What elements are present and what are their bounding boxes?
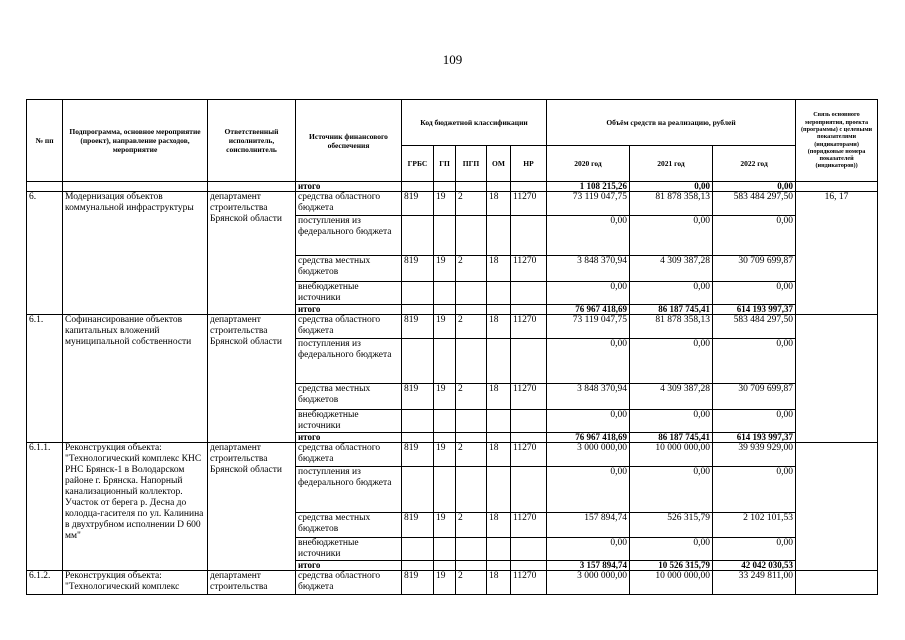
row-number: 6.1. — [27, 315, 63, 443]
total-2022: 614 193 997,37 — [713, 433, 796, 443]
row-2022: 2 102 101,53 — [713, 513, 796, 538]
row-2022: 0,00 — [713, 538, 796, 561]
row-2021: 0,00 — [630, 467, 713, 513]
row-grbs: 819 — [402, 513, 434, 538]
row-source: внебюджетные источники — [296, 538, 402, 561]
header-code-group: Код бюджетной классификации — [402, 100, 547, 146]
row-2021: 0,00 — [630, 410, 713, 433]
row-2021: 81 878 358,13 — [630, 315, 713, 339]
row-om: 18 — [487, 192, 511, 216]
row-pgp: 2 — [456, 443, 487, 467]
total-2022: 42 042 030,53 — [713, 561, 796, 571]
header-volume-group: Объём средств на реализацию, рублей — [547, 100, 796, 146]
row-pgp: 2 — [456, 315, 487, 339]
row-number: 6.1.2. — [27, 571, 63, 595]
row-source: средства областного бюджета — [296, 571, 402, 595]
row-source: средства областного бюджета — [296, 192, 402, 216]
row-2022: 0,00 — [713, 282, 796, 305]
row-2020: 0,00 — [547, 282, 630, 305]
row-grbs: 819 — [402, 256, 434, 282]
header-pgp: ПГП — [456, 146, 487, 182]
total-label: итого — [296, 561, 402, 571]
row-om: 18 — [487, 315, 511, 339]
table-row — [27, 571, 878, 595]
row-pgp: 2 — [456, 256, 487, 282]
row-grbs: 819 — [402, 571, 434, 595]
row-gp: 19 — [434, 443, 456, 467]
row-nr: 11270 — [511, 315, 547, 339]
header-2022: 2022 год — [713, 146, 796, 182]
page-number: 109 — [442, 52, 463, 67]
budget-table — [26, 99, 878, 595]
row-pgp: 2 — [456, 384, 487, 410]
row-2022: 30 709 699,87 — [713, 384, 796, 410]
row-indicator: 16, 17 — [796, 192, 878, 315]
total-2021: 10 526 315,79 — [630, 561, 713, 571]
row-2021: 4 309 387,28 — [630, 384, 713, 410]
row-2022: 0,00 — [713, 216, 796, 256]
row-om: 18 — [487, 256, 511, 282]
row-2021: 0,00 — [630, 282, 713, 305]
row-gp: 19 — [434, 513, 456, 538]
total-2021: 86 187 745,41 — [630, 433, 713, 443]
total-2022: 614 193 997,37 — [713, 305, 796, 315]
header-2020: 2020 год — [547, 146, 630, 182]
header-grbs: ГРБС — [402, 146, 434, 182]
row-2020: 3 000 000,00 — [547, 443, 630, 467]
row-nr: 11270 — [511, 513, 547, 538]
row-2021: 0,00 — [630, 216, 713, 256]
total-label: итого — [296, 433, 402, 443]
row-2022: 39 939 929,00 — [713, 443, 796, 467]
row-program: Реконструкция объекта: "Технологический комплекс — [63, 571, 208, 595]
total-2020: 76 967 418,69 — [547, 305, 630, 315]
row-2020: 0,00 — [547, 339, 630, 384]
row-2020: 3 848 370,94 — [547, 256, 630, 282]
row-number: 6. — [27, 192, 63, 315]
row-om: 18 — [487, 571, 511, 595]
row-om: 18 — [487, 384, 511, 410]
row-om: 18 — [487, 513, 511, 538]
row-source: внебюджетные источники — [296, 282, 402, 305]
row-executor: департамент строительства Брянской области — [208, 192, 296, 315]
header-nr: НР — [511, 146, 547, 182]
row-program: Софинансирование объектов капитальных вложений муниципальной собственности — [63, 315, 208, 443]
row-grbs: 819 — [402, 443, 434, 467]
row-2020: 73 119 047,75 — [547, 192, 630, 216]
row-nr: 11270 — [511, 192, 547, 216]
row-indicator — [796, 315, 878, 443]
row-indicator — [796, 443, 878, 571]
row-pgp: 2 — [456, 571, 487, 595]
row-number: 6.1.1. — [27, 443, 63, 571]
row-indicator — [796, 571, 878, 595]
row-source: средства местных бюджетов — [296, 256, 402, 282]
row-2021: 10 000 000,00 — [630, 443, 713, 467]
header-om: ОМ — [487, 146, 511, 182]
header-indicator-link: Связь основного мероприятия, проекта (программы) с целевыми показателями (индикаторами) (порядковые номера показателей (индикаторов)) — [796, 100, 878, 182]
row-2021: 10 000 000,00 — [630, 571, 713, 595]
row-executor: департамент строительства Брянской области — [208, 443, 296, 571]
row-nr: 11270 — [511, 571, 547, 595]
row-2020: 0,00 — [547, 216, 630, 256]
row-program: Модернизация объектов коммунальной инфраструктуры — [63, 192, 208, 315]
row-2021: 4 309 387,28 — [630, 256, 713, 282]
row-gp: 19 — [434, 571, 456, 595]
row-2021: 0,00 — [630, 339, 713, 384]
total-2021: 86 187 745,41 — [630, 305, 713, 315]
row-pgp: 2 — [456, 513, 487, 538]
total-2020: 76 967 418,69 — [547, 433, 630, 443]
row-executor: департамент строительства — [208, 571, 296, 595]
row-2021: 526 315,79 — [630, 513, 713, 538]
total-2021: 0,00 — [630, 182, 713, 192]
table-row — [27, 443, 878, 467]
row-2020: 0,00 — [547, 538, 630, 561]
row-gp: 19 — [434, 256, 456, 282]
row-gp: 19 — [434, 384, 456, 410]
row-gp: 19 — [434, 315, 456, 339]
row-source: средства местных бюджетов — [296, 513, 402, 538]
row-gp: 19 — [434, 192, 456, 216]
row-2020: 3 000 000,00 — [547, 571, 630, 595]
row-pgp: 2 — [456, 192, 487, 216]
row-2022: 0,00 — [713, 410, 796, 433]
row-2021: 81 878 358,13 — [630, 192, 713, 216]
row-nr: 11270 — [511, 443, 547, 467]
header-num: № пп — [27, 100, 63, 182]
row-source: средства местных бюджетов — [296, 384, 402, 410]
row-executor: департамент строительства Брянской области — [208, 315, 296, 443]
row-grbs: 819 — [402, 192, 434, 216]
row-2021: 0,00 — [630, 538, 713, 561]
total-label: итого — [296, 182, 402, 192]
row-source: поступления из федерального бюджета — [296, 216, 402, 256]
table-row — [27, 192, 878, 216]
table-row-total — [27, 182, 878, 192]
row-2022: 583 484 297,50 — [713, 192, 796, 216]
row-2020: 0,00 — [547, 410, 630, 433]
row-source: поступления из федерального бюджета — [296, 339, 402, 384]
header-2021: 2021 год — [630, 146, 713, 182]
row-2022: 0,00 — [713, 467, 796, 513]
row-nr: 11270 — [511, 256, 547, 282]
row-2022: 33 249 811,00 — [713, 571, 796, 595]
row-grbs: 819 — [402, 384, 434, 410]
total-2020: 3 157 894,74 — [547, 561, 630, 571]
row-program: Реконструкция объекта: "Технологический комплекс КНС РНС Брянск-1 в Володарском районе г. Брянска. Напорный канализационный коллектор. Участок от берега р. Десна до колодца-гасителя по ул. Калинина в двухтрубном исполнении D 600 мм" — [63, 443, 208, 571]
header-gp: ГП — [434, 146, 456, 182]
row-om: 18 — [487, 443, 511, 467]
row-source: поступления из федерального бюджета — [296, 467, 402, 513]
total-2022: 0,00 — [713, 182, 796, 192]
row-source: внебюджетные источники — [296, 410, 402, 433]
row-2020: 0,00 — [547, 467, 630, 513]
header-executor: Ответственный исполнитель, соисполнитель — [208, 100, 296, 182]
total-label: итого — [296, 305, 402, 315]
row-2022: 30 709 699,87 — [713, 256, 796, 282]
header-source: Источник финансового обеспечения — [296, 100, 402, 182]
row-2022: 583 484 297,50 — [713, 315, 796, 339]
row-2020: 157 894,74 — [547, 513, 630, 538]
row-grbs: 819 — [402, 315, 434, 339]
total-2020: 1 108 215,26 — [547, 182, 630, 192]
row-2020: 3 848 370,94 — [547, 384, 630, 410]
row-nr: 11270 — [511, 384, 547, 410]
row-2020: 73 119 047,75 — [547, 315, 630, 339]
header-program: Подпрограмма, основное мероприятие (проект), направление расходов, мероприятие — [63, 100, 208, 182]
row-source: средства областного бюджета — [296, 315, 402, 339]
table-row — [27, 315, 878, 339]
row-source: средства областного бюджета — [296, 443, 402, 467]
row-2022: 0,00 — [713, 339, 796, 384]
